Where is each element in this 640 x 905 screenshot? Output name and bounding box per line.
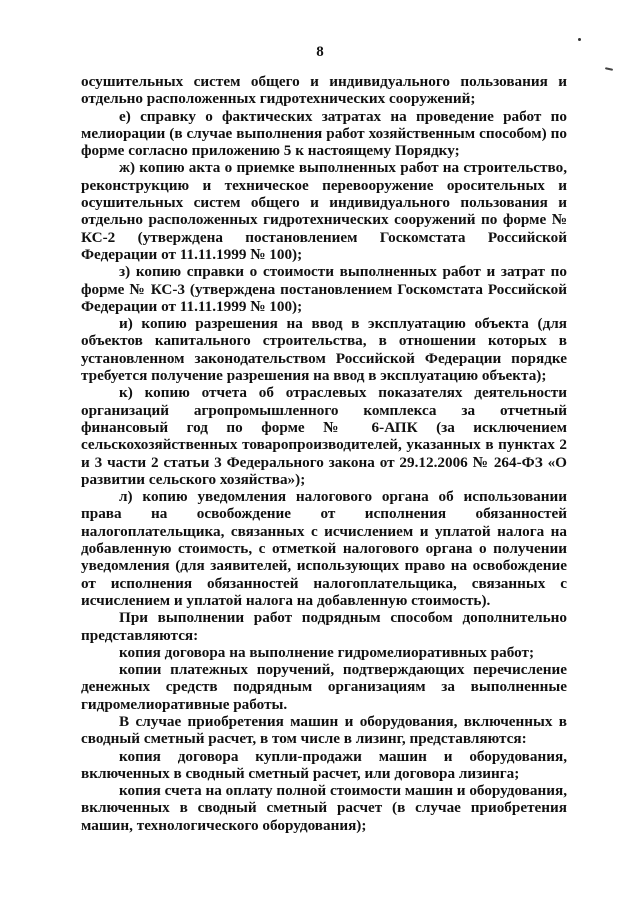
- document-body: [81, 73, 567, 834]
- paragraph-item-k: к) копию отчета об отраслевых показателях деятельности организаций агропромышленного комплекса за отчетный финансовый год по форме № 6-АПК (за исключением сельскохозяйственных товаропроизводителей, указанных в пунктах 2 и 3 части 2 статьи 3 Федерального закона от 29.12.2006 № 264-ФЗ «О развитии сельского хозяйства»);: [81, 384, 567, 488]
- paragraph-item-i: и) копию разрешения на ввод в эксплуатацию объекта (для объектов капитального строительства, в отношении которых в установленном законодательством Российской Федерации порядке требуется получение разрешения на ввод в эксплуатацию объекта);: [81, 315, 567, 385]
- paragraph-contract-copy: копия договора на выполнение гидромелиоративных работ;: [119, 643, 535, 661]
- paragraph-item-e: е) справку о фактических затратах на проведение работ по мелиорации (в случае выполнения работ хозяйственным способом) по форме согласно приложению 5 к настоящему Порядку;: [81, 107, 567, 160]
- paragraph-sale-contract: копия договора купли-продажи машин и оборудования, включенных в сводный сметный расчет, или договора лизинга;: [81, 747, 567, 782]
- page-number: 8: [316, 44, 324, 60]
- paragraph-continuation: осушительных систем общего и индивидуального пользования и отдельно расположенных гидротехнических сооружений;: [81, 73, 567, 108]
- scan-speck: [605, 67, 613, 71]
- paragraph-contractor-intro: При выполнении работ подрядным способом дополнительно представляются:: [81, 609, 567, 644]
- paragraph-invoice-copy: копия счета на оплату полной стоимости машин и оборудования, включенных в сводный сметный расчет (в случае приобретения машин, технологического оборудования);: [81, 782, 567, 834]
- paragraph-item-z: з) копию справки о стоимости выполненных работ и затрат по форме № КС-3 (утверждена постановлением Госкомстата Российской Федерации от 11.11.1999 № 100);: [81, 263, 567, 315]
- paragraph-machinery-intro: В случае приобретения машин и оборудования, включенных в сводный сметный расчет, в том числе в лизинг, представляются:: [81, 712, 567, 748]
- scan-speck: [578, 38, 581, 41]
- paragraph-payment-orders: копии платежных поручений, подтверждающих перечисление денежных средств подрядным организациям за выполненные гидромелиоративные работы.: [81, 661, 567, 713]
- paragraph-item-l: л) копию уведомления налогового органа об использовании права на освобождение от исполнения обязанностей налогоплательщика, связанных с исчислением и уплатой налога на добавленную стоимость, с отметкой налогового органа о получении уведомления (для заявителей, использующих право на освобождение от исполнения обязанностей налогоплательщика, связанных с исчислением и уплатой налога на добавленную стоимость).: [81, 488, 567, 609]
- paragraph-item-zh: ж) копию акта о приемке выполненных работ на строительство, реконструкцию и техническое перевооружение оросительных и осушительных систем общего и индивидуального пользования и отдельно расположенных гидротехнических сооружений по форме № КС-2 (утверждена постановлением Госкомстата Российской Федерации от 11.11.1999 № 100);: [81, 159, 567, 263]
